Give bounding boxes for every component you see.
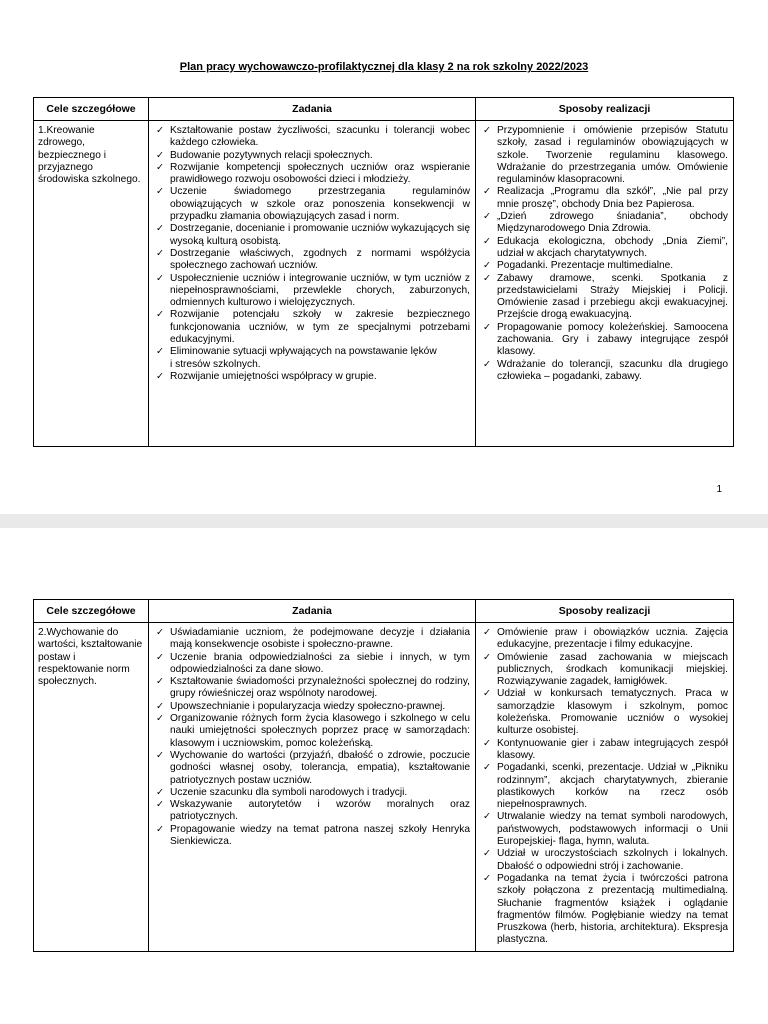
list-item-text: Wdrażanie do tolerancji, szacunku dla drugiego człowieka – pogadanki, zabawy.	[497, 358, 728, 382]
list-item-text: Dostrzeganie właściwych, zgodnych z normami współżycia społecznego zachowań uczniów.	[170, 247, 470, 272]
checkmark-icon: ✓	[156, 823, 164, 835]
list-item-text: Pogadanki, scenki, prezentacje. Udział w „Pikniku rodzinnym”, akcjach charytatywnych, zbieranie plastikowych korków na rzecz osób niepełnosprawnych.	[497, 762, 728, 811]
list-item-text: Uspołecznienie uczniów i integrowanie uczniów, w tym uczniów z niepełnosprawnościami, przewlekle chorych, zaburzonych, odmiennych kulturowo i wielojęzycznych.	[170, 272, 470, 309]
checkmark-icon: ✓	[156, 186, 164, 198]
list-item-text: Dostrzeganie, docenianie i promowanie uczniów wykazujących się wysoką kulturą osobistą.	[170, 223, 470, 247]
checkmark-icon: ✓	[483, 321, 491, 333]
checkmark-icon: ✓	[156, 309, 164, 321]
methods-cell	[476, 121, 734, 447]
list-item-text: Omówienie zasad zachowania w miejscach publicznych, środkach komunikacji miejskiej. Rozwiązywanie zagadek, łamigłówek.	[497, 651, 728, 688]
checkmark-icon: ✓	[156, 700, 164, 712]
list-item-text: Kształtowanie postaw życzliwości, szacunku i tolerancji wobec każdego człowieka.	[170, 125, 470, 149]
list-item-text: Kształtowanie świadomości przynależności społecznej do rodziny, grupy rówieśniczej oraz wspólnoty narodowej.	[170, 676, 470, 700]
methods-cell	[476, 623, 734, 952]
list-item	[480, 260, 728, 272]
list-item	[153, 713, 470, 750]
list-item	[153, 824, 470, 849]
list-item	[153, 701, 470, 713]
list-item	[480, 652, 728, 689]
checkmark-icon: ✓	[156, 749, 164, 761]
header-methods: Sposoby realizacji	[476, 600, 734, 623]
list-item-text: Organizowanie różnych form życia klasowego i szkolnego w celu nauki umiejętności społecznych poprzez pracę w samorządach: klasowym i uczniowskim, pomoc koleżeńską.	[170, 713, 470, 749]
list-item	[153, 150, 470, 162]
list-item	[480, 688, 728, 737]
list-item-text: Rozwijanie kompetencji społecznych uczniów oraz wspieranie prawidłowego rozwoju osobowości dzieci i młodzieży.	[170, 161, 470, 186]
list-item	[480, 359, 728, 384]
plan-table-1	[33, 97, 734, 447]
list-item-text: Przypomnienie i omówienie przepisów Statutu szkoły, zasad i regulaminów obowiązujących w szkole. Tworzenie regulaminu klasowego. Wdrażanie do przestrzegania umów. Omówienie regulaminów klasopracowni.	[497, 125, 728, 186]
table-header-row	[34, 600, 734, 623]
list-item-text: Udział w konkursach tematycznych. Praca w samorządzie klasowym i szkolnym, pomoc koleżeńska. Promowanie uczniów o wysokiej kulturze osobistej.	[497, 688, 728, 737]
list-item-text: Udział w uroczystościach szkolnych i lokalnych. Dbałość o odpowiedni strój i zachowanie.	[497, 848, 728, 872]
list-item	[153, 676, 470, 701]
list-item	[153, 162, 470, 187]
list-item	[153, 346, 470, 371]
list-item-text: Rozwijanie umiejętności współpracy w grupie.	[170, 370, 377, 382]
checkmark-icon: ✓	[483, 260, 491, 272]
plan-table-2	[33, 599, 734, 952]
list-item-text: Zabawy dramowe, scenki. Spotkania z przedstawicielami Straży Miejskiej i Policji. Omówienie zasad i przebiegu akcji ewakuacyjnej. Przejście drogą ewakuacyjną.	[497, 272, 728, 321]
checkmark-icon: ✓	[156, 786, 164, 798]
goal-cell: 1.Kreowanie zdrowego, bezpiecznego i przyjaznego środowiska szkolnego.	[34, 121, 149, 447]
methods-list	[480, 627, 728, 947]
checkmark-icon: ✓	[483, 872, 491, 884]
page-number: 1	[716, 484, 722, 495]
checkmark-icon: ✓	[156, 676, 164, 688]
list-item	[153, 309, 470, 346]
checkmark-icon: ✓	[156, 272, 164, 284]
list-item-text: Eliminowanie sytuacji wpływających na powstawanie lęków i stresów szkolnych.	[170, 346, 437, 370]
list-item	[480, 125, 728, 186]
checkmark-icon: ✓	[156, 161, 164, 173]
list-item	[480, 738, 728, 763]
list-item	[153, 371, 470, 383]
list-item-text: Realizacja „Programu dla szkół”, „Nie pal przy mnie proszę”, obchody Dnia bez Papierosa.	[497, 186, 728, 210]
list-item	[480, 322, 728, 359]
list-item-text: Wychowanie do wartości (przyjaźń, dbałość o zdrowie, poczucie godności własnej osoby, tolerancja, empatia), kształtowanie patriotycznych postaw uczniów.	[170, 749, 470, 786]
checkmark-icon: ✓	[483, 125, 491, 136]
checkmark-icon: ✓	[156, 627, 164, 638]
list-item	[153, 787, 470, 799]
list-item	[153, 799, 470, 824]
list-item-text: Rozwijanie potencjału szkoły w zakresie bezpiecznego funkcjonowania uczniów, w tym ze specjalnymi potrzebami edukacyjnymi.	[170, 309, 470, 346]
header-goals: Cele szczegółowe	[34, 98, 149, 121]
list-item	[153, 248, 470, 273]
list-item-text: Uświadamianie uczniom, że podejmowane decyzje i działania mają konsekwencje osobiste i społeczno-prawne.	[170, 627, 470, 651]
checkmark-icon: ✓	[483, 688, 491, 700]
list-item	[153, 125, 470, 150]
list-item	[153, 627, 470, 652]
table-header-row	[34, 98, 734, 121]
list-item	[480, 186, 728, 211]
checkmark-icon: ✓	[483, 235, 491, 247]
list-item-text: Wskazywanie autorytetów i wzorów moralnych oraz patriotycznych.	[170, 799, 470, 823]
list-item-text: Omówienie praw i obowiązków ucznia. Zajęcia edukacyjne, prezentacje i filmy edukacyjne.	[497, 627, 728, 651]
list-item-text: Pogadanka na temat życia i twórczości patrona szkoły połączona z prezentacją multimedialną. Słuchanie fragmentów książek i oglądanie fragmentów filmów. Pogłębianie wiedzy na temat Pruszkowa (herb, historia, architektura). Ekspresja plastyczna.	[497, 872, 728, 946]
list-item	[153, 186, 470, 223]
methods-list	[480, 125, 728, 383]
checkmark-icon: ✓	[483, 211, 491, 223]
header-tasks: Zadania	[149, 98, 476, 121]
list-item	[480, 273, 728, 322]
goal-cell: 2.Wychowanie do wartości, kształtowanie postaw i respektowanie norm społecznych.	[34, 623, 149, 952]
header-tasks: Zadania	[149, 600, 476, 623]
checkmark-icon: ✓	[156, 713, 164, 725]
tasks-cell	[149, 121, 476, 447]
checkmark-icon: ✓	[156, 247, 164, 259]
list-item	[480, 236, 728, 261]
list-item-text: Uczenie brania odpowiedzialności za siebie i innych, w tym odpowiedzialności za dane słowo.	[170, 651, 470, 675]
list-item	[480, 848, 728, 873]
checkmark-icon: ✓	[156, 223, 164, 235]
list-item	[153, 223, 470, 248]
tasks-cell	[149, 623, 476, 952]
tasks-list	[153, 125, 470, 383]
tasks-list	[153, 627, 470, 848]
list-item-text: Uczenie szacunku dla symboli narodowych i tradycji.	[170, 786, 408, 798]
list-item-text: Propagowanie pomocy koleżeńskiej. Samoocena zachowania. Gry i zabawy integrujące zespół klasowy.	[497, 321, 728, 358]
list-item-text: Pogadanki. Prezentacje multimedialne.	[497, 260, 674, 272]
list-item-text: Budowanie pozytywnych relacji społecznych.	[170, 149, 373, 161]
list-item	[153, 273, 470, 310]
list-item	[480, 762, 728, 811]
checkmark-icon: ✓	[156, 799, 164, 811]
header-goals: Cele szczegółowe	[34, 600, 149, 623]
list-item-text: Uczenie świadomego przestrzegania regulaminów obowiązujących w szkole oraz ponoszenia konsekwencji w przypadku złamania obowiązujących zasad i norm.	[170, 186, 470, 223]
table-row	[34, 623, 734, 952]
header-methods: Sposoby realizacji	[476, 98, 734, 121]
list-item-text: Upowszechnianie i popularyzacja wiedzy społeczno-prawnej.	[170, 700, 446, 712]
list-item	[480, 873, 728, 947]
document-title: Plan pracy wychowawczo-profilaktycznej dla klasy 2 na rok szkolny 2022/2023	[179, 61, 589, 73]
table-row	[34, 121, 734, 447]
list-item-text: Kontynuowanie gier i zabaw integrujących zespół klasowy.	[497, 737, 728, 761]
checkmark-icon: ✓	[156, 651, 164, 663]
checkmark-icon: ✓	[156, 370, 164, 382]
list-item	[480, 811, 728, 848]
checkmark-icon: ✓	[483, 811, 491, 823]
checkmark-icon: ✓	[483, 848, 491, 860]
list-item-text: Edukacja ekologiczna, obchody „Dnia Ziemi”, udział w akcjach charytatywnych.	[497, 235, 728, 259]
list-item-text: Utrwalanie wiedzy na temat symboli narodowych, państwowych, podstawowych informacji o Unii Europejskiej- flaga, hymn, waluta.	[497, 811, 728, 848]
checkmark-icon: ✓	[483, 272, 491, 284]
checkmark-icon: ✓	[156, 125, 164, 136]
checkmark-icon: ✓	[483, 651, 491, 663]
checkmark-icon: ✓	[483, 762, 491, 774]
list-item	[480, 211, 728, 236]
list-item	[153, 652, 470, 677]
checkmark-icon: ✓	[483, 358, 491, 370]
checkmark-icon: ✓	[156, 149, 164, 161]
checkmark-icon: ✓	[483, 186, 491, 198]
list-item-text: „Dzień zdrowego śniadania”, obchody Międzynarodowego Dnia Zdrowia.	[497, 211, 728, 235]
checkmark-icon: ✓	[156, 346, 164, 358]
list-item	[153, 750, 470, 787]
checkmark-icon: ✓	[483, 737, 491, 749]
list-item	[480, 627, 728, 652]
checkmark-icon: ✓	[483, 627, 491, 638]
document-page-2	[0, 528, 768, 1024]
list-item-text: Propagowanie wiedzy na temat patrona naszej szkoły Henryka Sienkiewicza.	[170, 823, 470, 848]
